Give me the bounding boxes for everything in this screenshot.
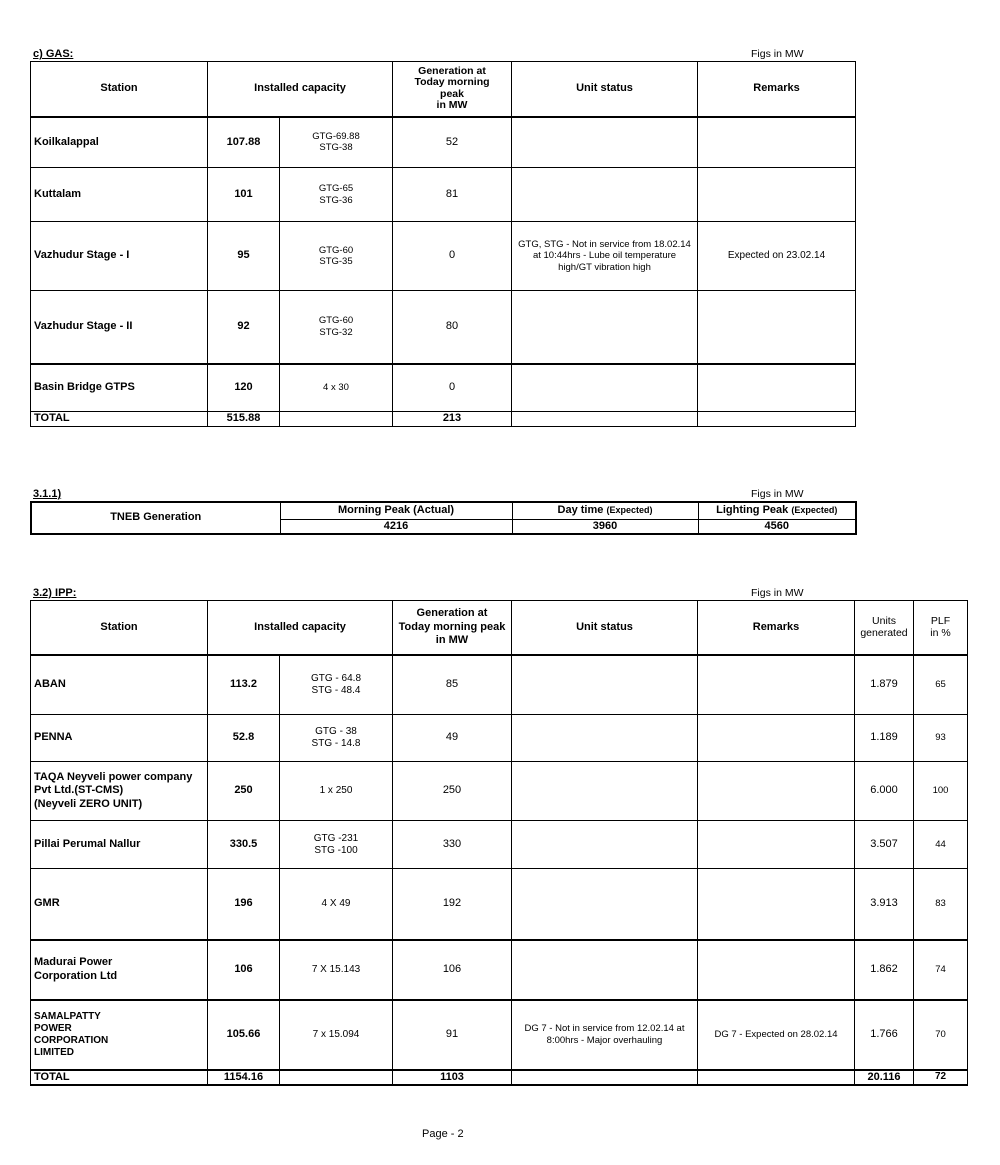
ipp-generation: 330 — [393, 821, 512, 869]
ipp-plf: 70 — [914, 1000, 968, 1070]
ipp-units-generated: 1.862 — [855, 940, 914, 1000]
ipp-unit-status — [512, 821, 698, 869]
gas-row — [31, 168, 856, 222]
ipp-units-generated: 3.913 — [855, 869, 914, 940]
ipp-generation: 192 — [393, 869, 512, 940]
tneb-label: TNEB Generation — [31, 502, 280, 534]
gas-generation: 0 — [393, 222, 512, 291]
ipp-capacity: 330.5 — [208, 821, 280, 869]
tneb-daytime-suffix: (Expected) — [606, 505, 653, 516]
ipp-remarks — [698, 762, 855, 821]
gas-unit-status: GTG, STG - Not in service from 18.02.14 at 10:44hrs - Lube oil temperature high/GT vibration high — [512, 222, 698, 291]
gas-total-row — [31, 412, 856, 427]
gas-header-generation: Generation at Today morning peak in MW — [393, 62, 512, 117]
ipp-remarks — [698, 821, 855, 869]
ipp-unit-breakdown: GTG - 38 STG - 14.8 — [280, 715, 393, 762]
ipp-generation: 106 — [393, 940, 512, 1000]
ipp-total-label: TOTAL — [31, 1070, 208, 1085]
ipp-unit-status — [512, 715, 698, 762]
ipp-unit-breakdown: 1 x 250 — [280, 762, 393, 821]
ipp-plf: 100 — [914, 762, 968, 821]
tneb-lighting-label: Lighting Peak — [716, 504, 789, 517]
gas-row — [31, 291, 856, 364]
gas-header-remarks: Remarks — [698, 62, 856, 117]
tneb-lighting-suffix: (Expected) — [791, 505, 838, 516]
ipp-generation: 49 — [393, 715, 512, 762]
gas-unit-breakdown: GTG-65 STG-36 — [280, 168, 393, 222]
ipp-station: Madurai Power Corporation Ltd — [31, 940, 208, 1000]
gas-capacity: 120 — [208, 364, 280, 412]
tneb-table — [30, 501, 857, 535]
ipp-unit-status — [512, 869, 698, 940]
gas-row — [31, 222, 856, 291]
ipp-row — [31, 940, 968, 1000]
tneb-daytime-header — [512, 502, 698, 519]
ipp-total-row — [31, 1070, 968, 1085]
ipp-remarks: DG 7 - Expected on 28.02.14 — [698, 1000, 855, 1070]
ipp-total-units-generated: 20.116 — [855, 1070, 914, 1085]
gas-header-station: Station — [31, 62, 208, 117]
ipp-row — [31, 821, 968, 869]
gas-remarks — [698, 168, 856, 222]
ipp-unit-breakdown: 7 x 15.094 — [280, 1000, 393, 1070]
gas-total-label: TOTAL — [31, 412, 208, 427]
ipp-unit-status: DG 7 - Not in service from 12.02.14 at 8:00hrs - Major overhauling — [512, 1000, 698, 1070]
gas-remarks — [698, 117, 856, 168]
gas-remarks: Expected on 23.02.14 — [698, 222, 856, 291]
ipp-capacity: 250 — [208, 762, 280, 821]
ipp-row — [31, 762, 968, 821]
ipp-header-remarks: Remarks — [698, 601, 855, 655]
ipp-table — [30, 600, 968, 1086]
gas-row — [31, 117, 856, 168]
ipp-units-generated: 1.879 — [855, 655, 914, 715]
gas-unit-status — [512, 364, 698, 412]
ipp-section-title: 3.2) IPP: — [33, 587, 77, 599]
gas-generation: 81 — [393, 168, 512, 222]
ipp-station: PENNA — [31, 715, 208, 762]
ipp-figs-note: Figs in MW — [751, 587, 804, 599]
ipp-plf: 74 — [914, 940, 968, 1000]
ipp-plf: 44 — [914, 821, 968, 869]
ipp-unit-breakdown: 4 X 49 — [280, 869, 393, 940]
ipp-remarks — [698, 940, 855, 1000]
ipp-units-generated: 3.507 — [855, 821, 914, 869]
gas-generation: 0 — [393, 364, 512, 412]
ipp-generation: 91 — [393, 1000, 512, 1070]
ipp-header-plf: PLF in % — [914, 601, 968, 655]
tneb-lighting-header — [698, 502, 856, 519]
ipp-capacity: 113.2 — [208, 655, 280, 715]
gas-table — [30, 61, 856, 427]
gas-unit-status — [512, 117, 698, 168]
page-number: Page - 2 — [422, 1128, 464, 1140]
gas-station: Vazhudur Stage - I — [31, 222, 208, 291]
gas-unit-breakdown: 4 x 30 — [280, 364, 393, 412]
ipp-station: Pillai Perumal Nallur — [31, 821, 208, 869]
ipp-header-installed: Installed capacity — [208, 601, 393, 655]
ipp-row — [31, 869, 968, 940]
tneb-morning-peak-value: 4216 — [280, 519, 512, 534]
ipp-remarks — [698, 715, 855, 762]
ipp-header-generation: Generation at Today morning peak in MW — [393, 601, 512, 655]
gas-unit-breakdown: GTG-69.88 STG-38 — [280, 117, 393, 168]
ipp-unit-breakdown: GTG -231 STG -100 — [280, 821, 393, 869]
gas-station: Basin Bridge GTPS — [31, 364, 208, 412]
tneb-daytime-label: Day time — [557, 504, 604, 517]
ipp-total-capacity: 1154.16 — [208, 1070, 280, 1085]
tneb-daytime-value: 3960 — [512, 519, 698, 534]
ipp-total-generation: 1103 — [393, 1070, 512, 1085]
ipp-plf: 65 — [914, 655, 968, 715]
ipp-unit-status — [512, 940, 698, 1000]
ipp-station: ABAN — [31, 655, 208, 715]
gas-header-installed: Installed capacity — [208, 62, 393, 117]
gas-unit-breakdown: GTG-60 STG-32 — [280, 291, 393, 364]
gas-capacity: 107.88 — [208, 117, 280, 168]
gas-section-title: c) GAS: — [33, 48, 74, 60]
gas-unit-breakdown: GTG-60 STG-35 — [280, 222, 393, 291]
gas-station: Kuttalam — [31, 168, 208, 222]
ipp-station: TAQA Neyveli power company Pvt Ltd.(ST-CMS) (Neyveli ZERO UNIT) — [31, 762, 208, 821]
gas-station: Vazhudur Stage - II — [31, 291, 208, 364]
ipp-unit-breakdown: GTG - 64.8 STG - 48.4 — [280, 655, 393, 715]
ipp-remarks — [698, 655, 855, 715]
ipp-header-row — [31, 601, 968, 655]
gas-header-row — [31, 62, 856, 117]
ipp-unit-status — [512, 655, 698, 715]
ipp-unit-breakdown: 7 X 15.143 — [280, 940, 393, 1000]
gas-unit-status — [512, 168, 698, 222]
ipp-capacity: 196 — [208, 869, 280, 940]
ipp-units-generated: 1.189 — [855, 715, 914, 762]
ipp-generation: 85 — [393, 655, 512, 715]
gas-row — [31, 364, 856, 412]
ipp-capacity: 52.8 — [208, 715, 280, 762]
ipp-units-generated: 1.766 — [855, 1000, 914, 1070]
tneb-section-title: 3.1.1) — [33, 488, 62, 500]
gas-header-unit-status: Unit status — [512, 62, 698, 117]
ipp-remarks — [698, 869, 855, 940]
ipp-capacity: 106 — [208, 940, 280, 1000]
gas-capacity: 92 — [208, 291, 280, 364]
ipp-station: GMR — [31, 869, 208, 940]
gas-generation: 80 — [393, 291, 512, 364]
gas-capacity: 101 — [208, 168, 280, 222]
gas-generation: 52 — [393, 117, 512, 168]
ipp-units-generated: 6.000 — [855, 762, 914, 821]
tneb-morning-peak-header: Morning Peak (Actual) — [280, 502, 512, 519]
gas-capacity: 95 — [208, 222, 280, 291]
ipp-row — [31, 715, 968, 762]
tneb-lighting-value: 4560 — [698, 519, 856, 534]
tneb-figs-note: Figs in MW — [751, 488, 804, 500]
ipp-plf: 93 — [914, 715, 968, 762]
gas-remarks — [698, 364, 856, 412]
ipp-total-plf: 72 — [914, 1070, 968, 1085]
ipp-header-station: Station — [31, 601, 208, 655]
gas-total-generation: 213 — [393, 412, 512, 427]
ipp-generation: 250 — [393, 762, 512, 821]
gas-figs-note: Figs in MW — [751, 48, 804, 60]
ipp-capacity: 105.66 — [208, 1000, 280, 1070]
gas-station: Koilkalappal — [31, 117, 208, 168]
ipp-plf: 83 — [914, 869, 968, 940]
gas-unit-status — [512, 291, 698, 364]
ipp-header-units-generated: Units generated — [855, 601, 914, 655]
ipp-station: SAMALPATTY POWER CORPORATION LIMITED — [31, 1000, 208, 1070]
ipp-unit-status — [512, 762, 698, 821]
ipp-row — [31, 1000, 968, 1070]
ipp-header-unit-status: Unit status — [512, 601, 698, 655]
gas-remarks — [698, 291, 856, 364]
ipp-row — [31, 655, 968, 715]
gas-total-capacity: 515.88 — [208, 412, 280, 427]
